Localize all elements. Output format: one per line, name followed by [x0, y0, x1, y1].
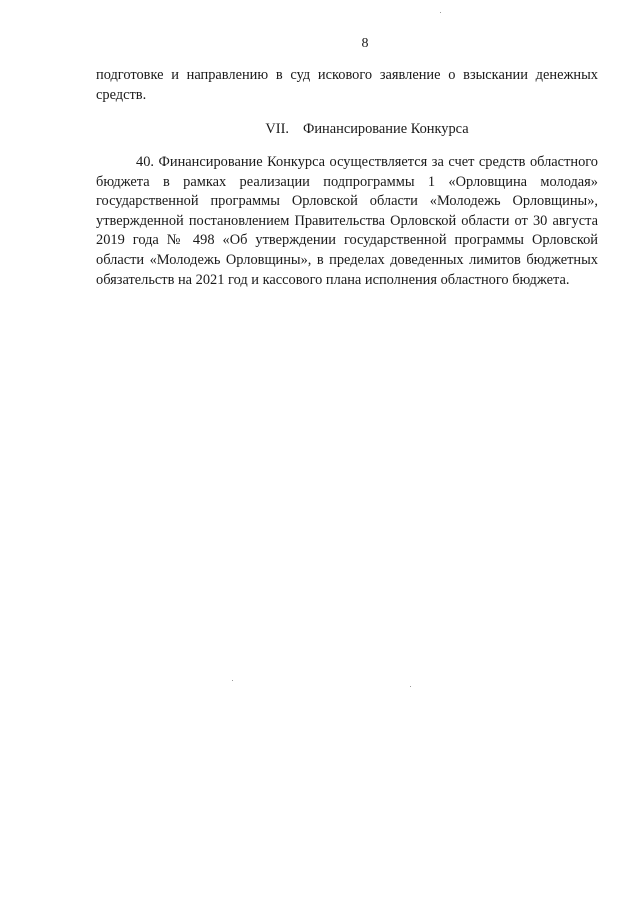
section-heading	[96, 120, 598, 140]
section-title: Финансирование Конкурса	[302, 121, 469, 137]
page-number: 8	[361, 36, 369, 51]
section-numeral: VII.	[265, 121, 289, 137]
paragraph-40: 40. Финансирование Конкурса осуществляется за счет средств областного бюджета в рамках реализации подпрограммы 1 «Орловщина молодая» государственной программы Орловской области «Молодежь Орловщины», утвержденной постановлением Правительства Орловской области от 30 августа 2019 года № 498 «Об утверждении государственной программы Орловской области «Молодежь Орловщины», в пределах доведенных лимитов бюджетных обязательств на 2021 год и кассового плана исполнения областного бюджета.	[96, 154, 598, 288]
scan-speck	[440, 12, 441, 13]
scan-speck	[410, 686, 411, 687]
continuation-paragraph: подготовке и направлению в суд искового заявление о взыскании денежных средств.	[96, 67, 598, 103]
scan-speck	[232, 680, 233, 681]
